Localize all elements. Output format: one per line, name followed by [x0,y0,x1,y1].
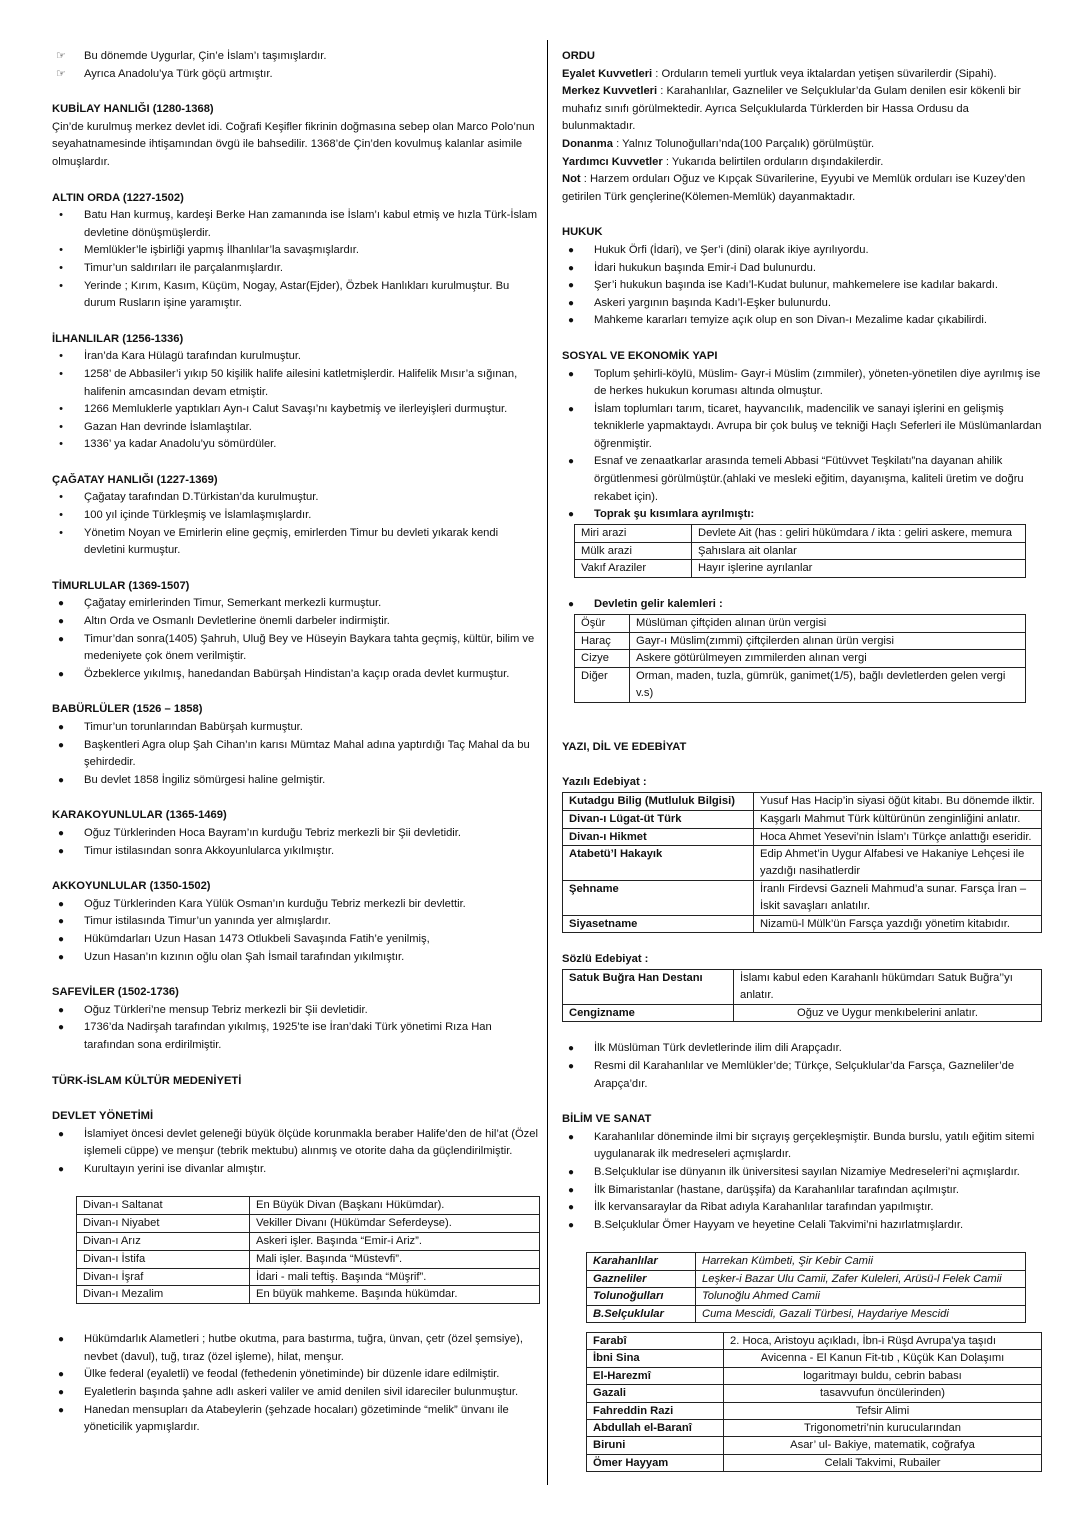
section-title-karakoyunlular: KARAKOYUNLULAR (1365-1469) [52,809,227,822]
list-item: ● Altın Orda ve Osmanlı Devletlerine önemli darbeler indirmiştir. [52,613,540,631]
section-title-ilhanlilar: İLHANLILAR (1256-1336) [52,332,184,345]
bullet-icon: • [59,509,63,522]
bullet-icon: ● [567,1060,575,1072]
ordu-line: Merkez Kuvvetleri : Karahanlılar, Gazneliler ve Selçuklular’da Gulam denilen esir kökenli bir muhafız sınıfı görülmektedir. Ayrıca Selçuklularda Türklerden bir Hassa Ordusu da bulunmaktadır. [562,85,1021,133]
section-title-safeviler: SAFEVİLER (1502-1736) [52,986,179,999]
tax-table [574,614,1026,703]
bullet-icon: ● [57,827,65,839]
section-title-akkoyunlular: AKKOYUNLULAR (1350-1502) [52,880,211,893]
list-item: ● Eyaletlerin başında şahne adlı askeri valiler ve amid denilen sivil idareciler bulunmuştur. [52,1384,540,1402]
table-row: Haraç Gayr-ı Müslim(zımmi) çiftçilerden alınan ürün vergisi [575,632,1026,650]
list-item: ● Şer’i hukukun başında ise Kadı’l-Kudat bulunur, mahkemelere ise kadılar bakardı. [562,277,1042,295]
bullet-icon: ● [57,1128,65,1140]
list-item: ● Toplum şehirli-köylü, Müslim- Gayr-i Müslim (zımmiler), yöneten-yönetilen diye ayrılmış ise de herkes hukukun koruması altında olmuştur. [562,366,1042,401]
bullet-icon: ● [567,262,575,274]
bullet-icon: ● [57,845,65,857]
left-column [52,48,540,1437]
bullet-icon: • [59,244,63,257]
baburluler-list [52,719,540,789]
altin-orda-list [52,207,540,313]
list-item: ● İlk Bimaristanlar (hastane, darüşşifa) da Karahanlılar tarafından açılmıştır. [562,1182,1042,1200]
bilim-list [562,1129,1042,1235]
ordu-line: Donanma : Yalnız Tolunoğulları’nda(100 Parçalık) görülmüştür. [562,137,875,150]
list-item: ● Oğuz Türklerinden Hoca Bayram’ın kurduğu Tebriz merkezli bir Şii devletidir. [52,825,540,843]
list-item: ● Askeri yargının başında Kadı’l-Eşker bulunurdu. [562,295,1042,313]
land-table [574,524,1026,578]
list-item: ● Timur istilasından sonra Akkoyunlularca yıkılmıştır. [52,843,540,861]
bullet-icon: ● [57,1163,65,1175]
table-row: Siyasetname Nizamü-l Mülk’ün Farsça yazdığı yönetim kitabıdır. [563,915,1042,933]
sosyal-list [562,366,1042,524]
table-row: Gazali tasavvufun öncülerinden) [587,1385,1042,1402]
table-row: Ömer Hayyam Celali Takvimi, Rubailer [587,1454,1042,1471]
list-item [562,596,1042,614]
written-literature-table [562,792,1042,933]
list-item: ☞ Ayrıca Anadolu’ya Türk göçü artmıştır. [52,66,540,84]
written-title: Yazılı Edebiyat : [562,776,647,789]
bullet-icon: ● [567,1166,575,1178]
bullet-icon: • [59,420,63,433]
bullet-icon: ● [567,1131,575,1143]
table-row: Diğer Orman, maden, tuzla, gümrük, ganimet(1/5), bağlı devletlerden gelen vergi v.s) [575,668,1026,703]
bullet-icon: ● [567,280,575,292]
bullet-icon: ● [567,1184,575,1196]
bullet-icon: • [59,350,63,363]
list-item: • 1336’ ya kadar Anadolu’yu sömürdüler. [52,436,540,454]
bullet-icon: ● [57,1387,65,1399]
list-item: ● Hukuk Örfi (İdari), ve Şer’i (dini) olarak ikiye ayrılıyordu. [562,242,1042,260]
list-item: ☞ Bu dönemde Uygurlar, Çin’e İslam’ı taşımışlardır. [52,48,540,66]
list-item: ● Oğuz Türkleri’ne mensup Tebriz merkezli bir Şii devletidir. [52,1002,540,1020]
table-row: Karahanlılar Harrekan Kümbeti, Şir Kebir Camii [587,1253,1026,1270]
list-item: ● Kurultayın yerini ise divanlar almıştır. [52,1161,540,1179]
bullet-icon: ● [567,1202,575,1214]
bullet-icon: ● [57,1004,65,1016]
list-item: ● B.Selçuklular Ömer Hayyam ve heyetine Celali Takvimi’ni hazırlatmışlardır. [562,1217,1042,1235]
table-row: Biruni Asar’ ul- Bakiye, matematik, coğrafya [587,1437,1042,1454]
list-item: • 100 yıl içinde Türkleşmiş ve İslamlaşmışlardır. [52,507,540,525]
bullet-icon: ● [567,509,575,521]
section-title-bilim: BİLİM VE SANAT [562,1113,652,1126]
list-item: ● Resmi dil Karahanlılar ve Memlükler’de; Türkçe, Selçuklular’da Farsça, Gazneliler’de Arapça’dır. [562,1058,1042,1093]
bullet-icon: • [59,209,63,222]
bullet-icon: ● [567,315,575,327]
intro-list [52,48,540,83]
list-item: ● Özbeklerce yıkılmış, hanedandan Babürşah Hindistan’a kaçıp orada devlet kurmuştur. [52,666,540,684]
list-item: • Timur’un saldırıları ile parçalanmışlardır. [52,260,540,278]
timurlular-list [52,595,540,683]
table-row: Cizye Askere götürülmeyen zımmilerden alınan vergi [575,650,1026,668]
section-title-baburluler: BABÜRLÜLER (1526 – 1858) [52,703,203,716]
bullet-icon: • [59,491,63,504]
table-row: Divan-ı Arız Askeri işler. Başında “Emir-i Ariz”. [77,1233,540,1251]
bullet-icon: ● [567,244,575,256]
list-item: • Gazan Han devrinde İslamlaştılar. [52,419,540,437]
bullet-icon: ● [567,368,575,380]
table-row: Divan-ı Hikmet Hoca Ahmet Yesevi’nin İslam’ı Türkçe anlattığı eseridir. [563,828,1042,846]
list-item: ● Timur’dan sonra(1405) Şahruh, Uluğ Bey ve Hüseyin Baykara tahta geçmiş, kültür, bilim ve medeniyete çok önem verilmiştir. [52,631,540,666]
table-row: El-Harezmî logaritmayı buldu, cebrin babası [587,1367,1042,1384]
table-row: Cengizname Oğuz ve Uygur menkıbelerini anlatır. [563,1004,1042,1022]
table-row: Atabetü’l Hakayık Edip Ahmet’in Uygur Alfabesi ve Hakaniye Lehçesi ile yazdığı nasihatlerdir [563,846,1042,881]
section-title-timurlular: TİMURLULAR (1369-1507) [52,579,190,592]
architecture-table [586,1252,1026,1323]
list-item: ● İdari hukukun başında Emir-i Dad bulunurdu. [562,260,1042,278]
table-row: İbni Sina Avicenna - El Kanun Fit-tıb , Küçük Kan Dolaşımı [587,1350,1042,1367]
list-item: • Çağatay tarafından D.Türkistan’da kurulmuştur. [52,489,540,507]
bullet-icon: ● [57,1334,65,1346]
list-item: ● Bu devlet 1858 İngiliz sömürgesi haline gelmiştir. [52,772,540,790]
list-item: ● Uzun Hasan’ın kızının oğlu olan Şah İsmail tarafından yıkılmıştır. [52,949,540,967]
section-title-cagatay: ÇAĞATAY HANLIĞI (1227-1369) [52,473,218,486]
list-item: ● Çağatay emirlerinden Timur, Semerkant merkezli kurmuştur. [52,595,540,613]
language-list [562,1040,1042,1093]
list-item: ● Karahanlılar döneminde ilmi bir sıçrayış gerçekleşmiştir. Bunda burslu, yatılı eğitim sitemi uygulanarak ilk medreseleri açmışlardır. [562,1129,1042,1164]
tax-title-list [562,596,1042,614]
list-item: ● Hükümdarlık Alametleri ; hutbe okutma, para bastırma, tuğra, ünvan, çetr (özel şemsiye), nevbet (davul), tuğ, tıraz (özel işleme), hilat, menşur. [52,1331,540,1366]
list-item: ● Mahkeme kararları temyize açık olup en son Divan-ı Mezalime kadar çıkabilirdi. [562,312,1042,330]
list-item: ● İslam toplumları tarım, ticaret, hayvancılık, madencilik ve sanayi işlerini en gelişmiş tekniklerle yapmaktaydı. Avrupa bir çok buluş ve tekniği Haçlı Seferleri ile Müslümanlardan öğrenmiştir. [562,401,1042,454]
ordu-line: Eyalet Kuvvetleri : Orduların temeli yurtluk veya iktalardan yetişen süvarilerdir (Sipahi). [562,67,997,80]
bullet-icon: ● [567,297,575,309]
section-title-kultur: TÜRK-İSLAM KÜLTÜR MEDENİYETİ [52,1074,242,1087]
akkoyunlular-list [52,896,540,966]
bullet-icon: ● [57,1404,65,1416]
list-item: ● İlk kervansaraylar da Ribat adıyla Karahanlılar tarafından yapılmıştır. [562,1199,1042,1217]
table-row: Divan-ı Lügat-üt Türk Kaşgarlı Mahmut Türk kültürünün zenginliğini anlatır. [563,810,1042,828]
list-item: ● Hükümdarları Uzun Hasan 1473 Otlukbeli Savaşında Fatih’e yenilmiş, [52,931,540,949]
table-row: Mülk arazi Şahıslara ait olanlar [575,542,1026,560]
section-title-sosyal: SOSYAL VE EKONOMİK YAPI [562,349,718,362]
list-item: ● Oğuz Türklerinden Kara Yülük Osman’ın kurduğu Tebriz merkezli bir devlettir. [52,896,540,914]
table-row: Tolunoğulları Tolunoğlu Ahmed Camii [587,1288,1026,1305]
right-column [562,48,1042,1472]
bullet-icon: ● [57,598,65,610]
bullet-icon: ● [567,599,575,611]
list-item: ● Hanedan mensupları da Atabeylerin (şehzade hocaları) gözetiminde “melik” ünvanı ile yöneticilik yapmışlardır. [52,1402,540,1437]
section-title-devlet-yonetimi: DEVLET YÖNETİMİ [52,1110,154,1123]
list-item: • Batu Han kurmuş, kardeşi Berke Han zamanında ise İslam’ı kabul etmiş ve hızla Türk-İslam devletine dönüşmüşlerdir. [52,207,540,242]
section-title-hukuk: HUKUK [562,226,603,239]
section-title-kubilay: KUBİLAY HANLIĞI (1280-1368) [52,103,214,116]
paragraph: Çin’de kurulmuş merkez devlet idi. Coğrafi Keşifler fikrinin doğmasına sebep olan Marco Polo’nun seyahatnamesinde ihtişamından övgü ile bahsedilir. 1368’de Çin’den kovulmuş kalanlar asimile olmuşlardır. [52,120,535,168]
list-item: ● İlk Müslüman Türk devletlerinde ilim dili Arapçadır. [562,1040,1042,1058]
ilhanlilar-list [52,348,540,454]
list-item: • Yerinde ; Kırım, Kasım, Küçüm, Nogay, Astar(Ejder), Özbek Hanlıkları kurulmuştur. Bu durum Rusların işine yaramıştır. [52,278,540,313]
table-row: Öşür Müslüman çiftçiden alınan ürün vergisi [575,614,1026,632]
bullet-icon: • [59,403,63,416]
oral-title: Sözlü Edebiyat : [562,953,649,966]
table-row: Farabî 2. Hoca, Aristoyu açıkladı, İbn-i Rüşd Avrupa’ya taşıdı [587,1332,1042,1349]
list-item: ● Esnaf ve zenaatkarlar arasında temeli Abbasi “Fütüvvet Teşkilatı”na dayanan ahilik örgütlenmesi görülmüştür.(ahlaki ve mesleki eğitim, dayanışma, kaliteli üretim ve doğru rekabet için). [562,453,1042,506]
bullet-icon: • [59,438,63,451]
tax-title: Devletin gelir kalemleri : [594,598,723,611]
table-row: Divan-ı İstifa Mali işler. Başında “Müstevfi”. [77,1250,540,1268]
bullet-icon: • [59,526,63,539]
bullet-icon: ● [57,739,65,751]
ordu-line: Not : Harzem orduları Oğuz ve Kıpçak Süvarilerine, Eyyubi ve Memlük orduları ise Kuzey’den getirilen Türk gençlerine(Kölemen-Memlük) dayanmaktadır. [562,173,1026,203]
column-divider [547,40,548,1485]
bullet-icon: ● [57,722,65,733]
devlet-list [52,1126,540,1179]
safeviler-list [52,1002,540,1055]
bullet-icon: ● [57,933,65,945]
list-item: • Yönetim Noyan ve Emirlerin eline geçmiş, emirlerden Timur bu devleti yıkarak kendi devletini kurmuştur. [52,525,540,560]
scientists-table [586,1332,1042,1472]
section-title-altin-orda: ALTIN ORDA (1227-1502) [52,191,184,204]
table-row: Satuk Buğra Han Destanı İslamı kabul eden Karahanlı hükümdarı Satuk Buğra’’yı anlatır. [563,969,1042,1004]
bullet-icon: ● [57,1369,65,1381]
list-item: ● Timur istilasında Timur’un yanında yer almışlardır. [52,913,540,931]
devlet-list-2 [52,1331,540,1437]
section-title-ordu: ORDU [562,50,595,62]
bullet-icon: ● [57,916,65,928]
list-item: • Memlükler’le işbirliği yapmış İlhanlılar’la savaşmışlardır. [52,242,540,260]
pointing-hand-icon: ☞ [55,50,67,62]
list-item: ● Başkentleri Agra olup Şah Cihan’ın karısı Mümtaz Mahal adına yaptırdığı Taç Mahal da bu şehirdedir. [52,737,540,772]
table-row: Miri arazi Devlete Ait (has : geliri hükümdara / ikta : geliri askere, memura [575,524,1026,542]
divan-table [76,1196,540,1304]
list-item [562,506,1042,524]
table-row: Vakıf Araziler Hayır işlerine ayrılanlar [575,560,1026,578]
bullet-icon: ● [567,1219,575,1231]
list-item: • İran’da Kara Hülagü tarafından kurulmuştur. [52,348,540,366]
table-row: B.Selçuklular Cuma Mescidi, Gazali Türbesi, Haydariye Mescidi [587,1305,1026,1322]
hukuk-list [562,242,1042,330]
table-row: Divan-ı Mezalim En büyük mahkeme. Başında hükümdar. [77,1286,540,1304]
table-row: Divan-ı İşraf İdari - mali teftiş. Başında “Müşrif”. [77,1268,540,1286]
ordu-line: Yardımcı Kuvvetler : Yukarıda belirtilen orduların dışındakilerdir. [562,155,884,168]
bullet-icon: • [59,261,63,274]
bullet-icon: ● [567,456,575,468]
land-title: Toprak şu kısımlara ayrılmıştı: [594,508,755,521]
table-row: Gazneliler Leşker-i Bazar Ulu Camii, Zafer Kuleleri, Arüsü-l Felek Camii [587,1270,1026,1287]
bullet-icon: ● [57,668,65,680]
bullet-icon: ● [57,898,65,910]
bullet-icon: ● [57,774,65,786]
oral-literature-table [562,969,1042,1022]
bullet-icon: ● [57,633,65,645]
table-row: Fahreddin Razi Tefsir Alimi [587,1402,1042,1419]
bullet-icon: ● [567,403,575,415]
bullet-icon: • [59,367,63,380]
list-item: ● B.Selçuklular ise dünyanın ilk üniversitesi sayılan Nizamiye Medreseleri’ni açmışlardır. [562,1164,1042,1182]
bullet-icon: ● [57,616,65,628]
list-item: ● Ülke federal (eyaletli) ve feodal (fethedenin yönetiminde) bir düzenle idare edilmiştir. [52,1366,540,1384]
table-row: Şehname İranlı Firdevsi Gazneli Mahmud’a sunar. Farsça İran – İskit savaşları anlatılır. [563,880,1042,915]
section-title-yazi: YAZI, DİL VE EDEBİYAT [562,740,687,753]
table-row: Kutadgu Bilig (Mutluluk Bilgisi) Yusuf Has Hacip’in siyasi öğüt kitabı. Bu dönemde ilktir. [563,793,1042,811]
bullet-icon: ● [567,1043,575,1055]
list-item: ● İslamiyet öncesi devlet geleneği büyük ölçüde korunmakla beraber Halife’den de hil’at (Özel işlemeli cüppe) ve menşur (tebrik mektubu) alınmış ve otorite daha da güçlendirilmiştir. [52,1126,540,1161]
list-item: • 1258’ de Abbasiler’i yıkıp 50 kişilik halife ailesini katletmişlerdir. Halifelik Mısır’a sığınan, halifenin amcasından devam etmiştir. [52,366,540,401]
table-row: Abdullah el-Baranî Trigonometri’nin kurucularından [587,1419,1042,1436]
cagatay-list [52,489,540,559]
list-item: ● 1736’da Nadirşah tarafından yıkılmış, 1925’te ise İran’daki Türk yönetimi Rıza Han tarafından sona erdirilmiştir. [52,1019,540,1054]
bullet-icon: ● [57,951,65,963]
list-item: ● Timur’un torunlarından Babürşah kurmuştur. [52,719,540,737]
bullet-icon: • [59,279,63,292]
bullet-icon: ● [57,1022,65,1034]
table-row: Divan-ı Niyabet Vekiller Divanı (Hükümdar Seferdeyse). [77,1215,540,1233]
table-row: Divan-ı Saltanat En Büyük Divan (Başkanı Hükümdar). [77,1197,540,1215]
karakoyunlular-list [52,825,540,860]
list-item: • 1266 Memluklerle yaptıkları Ayn-ı Calut Savaşı’nı kaybetmiş ve ilerleyişleri durmuştur. [52,401,540,419]
pointing-hand-icon: ☞ [55,67,67,80]
